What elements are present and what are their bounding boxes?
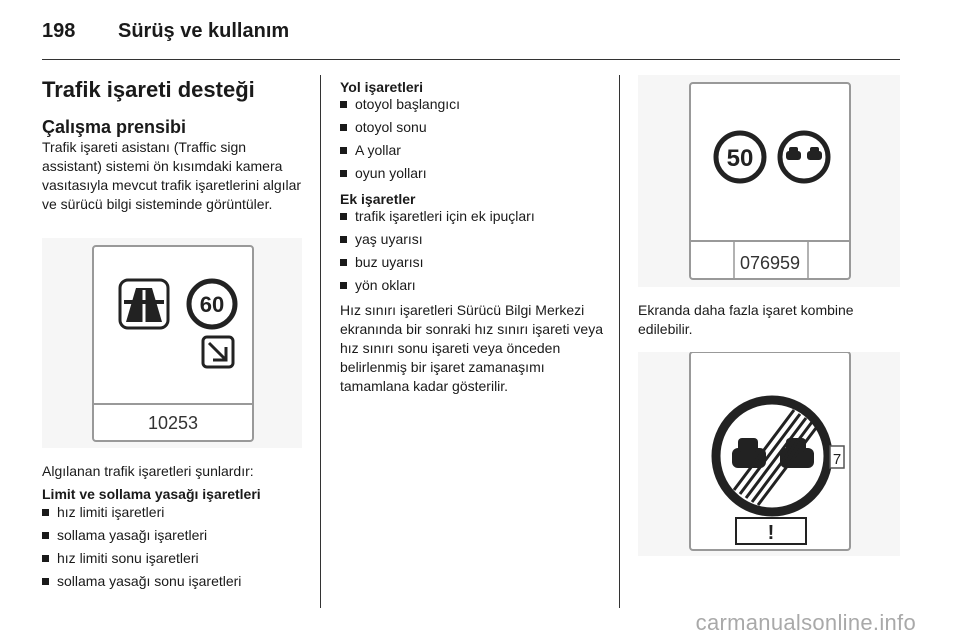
small-number-box — [830, 446, 844, 468]
list-item: otoyol başlangıcı — [340, 95, 460, 118]
bullet-icon — [340, 101, 347, 108]
bullet-icon — [340, 124, 347, 131]
speed-limit-sign-icon — [716, 133, 764, 181]
bullet-icon — [340, 147, 347, 154]
group3-list — [340, 207, 535, 299]
page-number: 198 — [42, 20, 76, 42]
bullet-icon — [340, 213, 347, 220]
svg-text:7: 7 — [832, 451, 842, 468]
column-divider-1 — [320, 75, 321, 608]
figure-display-2 — [638, 75, 900, 287]
speed-value-2: 50 — [726, 145, 754, 172]
section-title: Trafik işareti desteği — [42, 77, 255, 102]
group2-title: Yol işaretleri — [340, 79, 424, 95]
bullet-icon — [340, 282, 347, 289]
section-subtitle: Çalışma prensibi — [42, 117, 187, 137]
figure-display-1 — [42, 238, 302, 448]
group1-list — [42, 503, 241, 595]
display-illustration-2 — [638, 75, 900, 287]
display-illustration-3 — [638, 352, 900, 556]
header-rule — [42, 59, 900, 60]
list-item: hız limiti işaretleri — [42, 503, 241, 526]
motorway-sign-icon — [120, 280, 168, 328]
caption-text: Ekranda daha fazla işaret kombine edilebilir. — [638, 302, 854, 337]
figure-display-3 — [638, 352, 900, 556]
odometer-code-2: 076959 — [739, 253, 801, 273]
list-item: buz uyarısı — [340, 253, 535, 276]
group1-title: Limit ve sollama yasağı işaretleri — [42, 486, 261, 502]
bullet-icon — [340, 236, 347, 243]
detected-signs-text: Algılanan trafik işaretleri şunlardır: — [42, 463, 254, 479]
speed-limit-paragraph: Hız sınırı işaretleri Sürücü Bilgi Merkezi ekranında bir sonraki hız sınırı işareti veya hız sınırı sonu işareti veya önceden belirlenmiş bir işaret zamanaşımı tamamlana kadar gösterilir. — [340, 302, 604, 394]
end-of-no-overtaking-sign-icon — [716, 400, 828, 512]
list-item: sollama yasağı işaretleri — [42, 526, 241, 549]
list-item: otoyol sonu — [340, 118, 460, 141]
list-item: hız limiti sonu işaretleri — [42, 549, 241, 572]
bullet-icon — [42, 532, 49, 539]
svg-text:!: ! — [767, 522, 775, 544]
warning-box — [736, 518, 806, 544]
bullet-icon — [42, 555, 49, 562]
intro-paragraph: Trafik işareti asistanı (Traffic sign assistant) sistemi ön kısımdaki kamera vasıtasıyla mevcut trafik işaretlerini algılar ve sürücü bilgi sisteminde görüntüler. — [42, 139, 302, 212]
chapter-title: Sürüş ve kullanım — [118, 20, 290, 42]
bullet-icon — [340, 170, 347, 177]
group3-title: Ek işaretler — [340, 191, 416, 207]
odometer-code-1: 10253 — [147, 413, 199, 433]
list-item: yaş uyarısı — [340, 230, 535, 253]
column-divider-2 — [619, 75, 620, 608]
direction-arrow-icon — [203, 337, 233, 367]
speed-value-1: 60 — [199, 292, 225, 317]
list-item: A yollar — [340, 141, 460, 164]
watermark: carmanualsonline.info — [695, 610, 916, 635]
no-overtaking-sign-icon — [780, 133, 828, 181]
list-item: sollama yasağı sonu işaretleri — [42, 572, 241, 595]
list-item: trafik işaretleri için ek ipuçları — [340, 207, 535, 230]
display-illustration-1 — [42, 238, 302, 448]
bullet-icon — [42, 509, 49, 516]
speed-limit-sign-icon — [189, 281, 235, 327]
group2-list — [340, 95, 460, 187]
list-item: yön okları — [340, 276, 535, 299]
bullet-icon — [340, 259, 347, 266]
list-item: oyun yolları — [340, 164, 460, 187]
bullet-icon — [42, 578, 49, 585]
